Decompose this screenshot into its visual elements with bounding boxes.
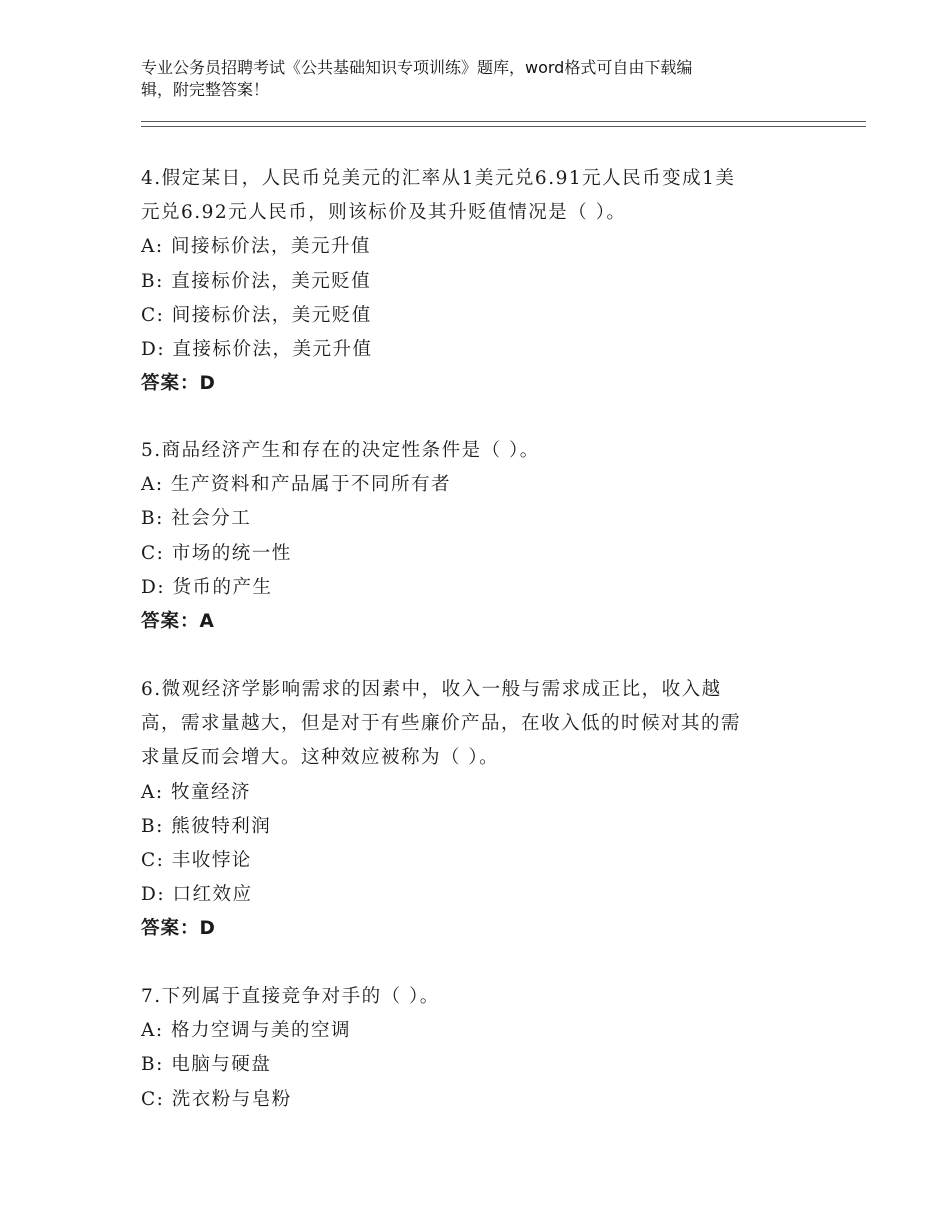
option-b: B: 电脑与硬盘 <box>141 1054 272 1076</box>
answer-label: 答案：D <box>141 918 216 940</box>
option-d: D: 口红效应 <box>141 884 253 906</box>
answer-label: 答案：A <box>141 611 215 633</box>
question-stem: 4.假定某日，人民币兑美元的汇率从1美元兑6.91元人民币变成1美 <box>141 168 736 189</box>
option-b: B: 直接标价法，美元贬值 <box>141 270 372 292</box>
header-double-rule <box>141 121 866 127</box>
option-d: D: 直接标价法，美元升值 <box>141 339 373 361</box>
header-line: 辑，附完整答案！ <box>141 80 270 99</box>
option-a: A: 格力空调与美的空调 <box>141 1020 351 1042</box>
answer-label: 答案：D <box>141 373 216 395</box>
question-stem: 7.下列属于直接竞争对手的（ ）。 <box>141 986 440 1007</box>
option-d: D: 货币的产生 <box>141 576 273 598</box>
question-stem: 元兑6.92元人民币，则该标价及其升贬值情况是（ ）。 <box>141 202 627 224</box>
question-block <box>141 980 821 1117</box>
option-c: C: 洗衣粉与皂粉 <box>141 1088 292 1110</box>
question-block <box>141 673 821 947</box>
option-c: C: 丰收悖论 <box>141 850 252 872</box>
question-stem: 6.微观经济学影响需求的因素中，收入一般与需求成正比，收入越 <box>141 679 722 700</box>
option-a: A: 生产资料和产品属于不同所有者 <box>141 474 451 496</box>
question-stem: 5.商品经济产生和存在的决定性条件是（ ）。 <box>141 440 540 461</box>
header-line: 专业公务员招聘考试《公共基础知识专项训练》题库，word格式可自由下载编 <box>141 58 693 77</box>
question-block <box>141 434 821 639</box>
option-c: C: 间接标价法，美元贬值 <box>141 304 372 326</box>
option-a: A: 间接标价法，美元升值 <box>141 236 371 258</box>
option-b: B: 社会分工 <box>141 508 252 530</box>
option-c: C: 市场的统一性 <box>141 542 292 564</box>
question-stem: 高，需求量越大，但是对于有些廉价产品，在收入低的时候对其的需 <box>141 713 742 735</box>
option-a: A: 牧童经济 <box>141 781 251 803</box>
option-b: B: 熊彼特利润 <box>141 815 272 837</box>
question-block <box>141 162 821 401</box>
question-stem: 求量反而会增大。这种效应被称为（ ）。 <box>141 747 500 769</box>
document-header <box>141 57 801 101</box>
